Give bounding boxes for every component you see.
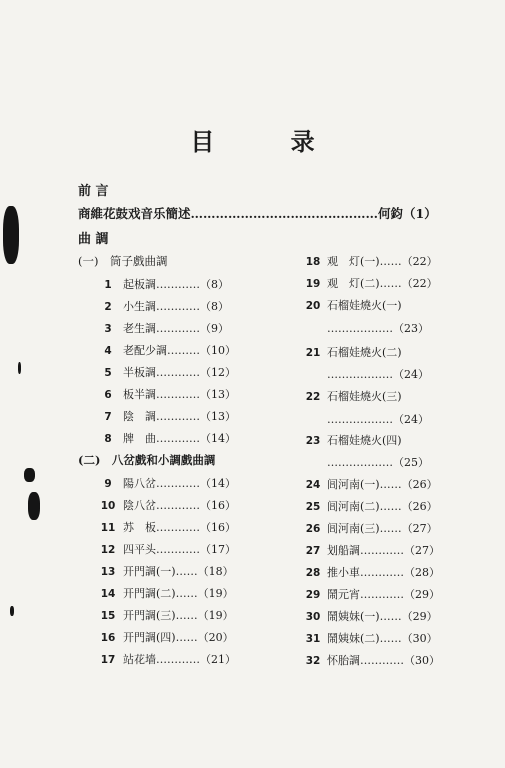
entry-text: 牌 曲…………（14）	[123, 432, 236, 445]
entry-number: 30	[305, 611, 321, 623]
group-heading-1: (一) 筒子戲曲調	[78, 254, 168, 268]
entry-number: 5	[104, 367, 112, 379]
toc-entry	[97, 298, 249, 314]
entry-number: 29	[305, 589, 321, 601]
entry-text: 闾河南(二)……（26）	[327, 500, 438, 513]
entry-number: 27	[305, 545, 321, 557]
entry-number: 9	[104, 478, 112, 490]
toc-entry	[97, 408, 249, 424]
entry-text: 石榴娃燒火(四)	[327, 434, 402, 447]
entry-number: 16	[100, 632, 116, 644]
toc-entry	[97, 629, 249, 645]
toc-entry	[303, 564, 453, 580]
entry-number: 17	[100, 654, 116, 666]
entry-text: ………………（23）	[327, 322, 429, 335]
entry-text: 划船調…………（27）	[327, 544, 440, 557]
entry-number: 31	[305, 633, 321, 645]
entry-number: 7	[104, 411, 112, 423]
toc-entry-continuation	[303, 366, 453, 382]
toc-entry	[97, 563, 249, 579]
entry-text: 鬧姨妹(一)……（29）	[327, 610, 438, 623]
toc-entry	[303, 275, 453, 291]
entry-text: 观 灯(一)……（22）	[327, 255, 438, 268]
toc-entry	[97, 342, 249, 358]
toc-entry	[303, 542, 453, 558]
entry-text: 开門調(一)……（18）	[123, 565, 234, 578]
toc-entry	[303, 432, 453, 448]
entry-text: 石榴娃燒火(二)	[327, 346, 402, 359]
toc-entry	[303, 630, 453, 646]
page-title: 目 录	[190, 127, 349, 156]
toc-entry	[303, 608, 453, 624]
section-heading-preface: 前 言	[78, 184, 109, 199]
entry-number: 10	[100, 500, 116, 512]
entry-text: 开門調(四)……（20）	[123, 631, 234, 644]
group-heading-2: (二) 八岔戲和小調戲曲調	[78, 453, 216, 467]
toc-entry	[303, 297, 453, 313]
entry-text: 怀胎調…………（30）	[327, 654, 440, 667]
toc-entry-continuation	[303, 411, 453, 427]
toc-entry-continuation	[303, 320, 453, 336]
scan-spot	[3, 206, 19, 264]
entry-text: 陽八岔…………（14）	[123, 477, 236, 490]
toc-entry	[97, 651, 249, 667]
toc-entry	[97, 276, 249, 292]
scan-spot	[28, 492, 40, 520]
toc-entry	[97, 585, 249, 601]
entry-text: 四平头…………（17）	[123, 543, 236, 556]
toc-entry-continuation	[303, 454, 453, 470]
entry-number: 6	[104, 389, 112, 401]
entry-text: ………………（24）	[327, 413, 429, 426]
entry-text: 观 灯(二)……（22）	[327, 277, 438, 290]
entry-text: 老配少調………（10）	[123, 344, 236, 357]
toc-entry	[303, 388, 453, 404]
entry-text: 起板調…………（8）	[123, 278, 229, 291]
entry-number: 19	[305, 278, 321, 290]
entry-number: 25	[305, 501, 321, 513]
entry-text: 老生調…………（9）	[123, 322, 229, 335]
entry-text: 推小車…………（28）	[327, 566, 440, 579]
toc-entry	[303, 652, 453, 668]
toc-entry	[303, 586, 453, 602]
entry-text: 鬧姨妹(二)……（30）	[327, 632, 438, 645]
entry-text: 小生調…………（8）	[123, 300, 229, 313]
scan-spot	[18, 362, 21, 374]
entry-text: 闾河南(三)……（27）	[327, 522, 438, 535]
toc-entry	[303, 476, 453, 492]
entry-number: 12	[100, 544, 116, 556]
entry-number: 18	[305, 256, 321, 268]
entry-number: 15	[100, 610, 116, 622]
toc-entry	[97, 519, 249, 535]
entry-number: 22	[305, 391, 321, 403]
entry-number: 3	[104, 323, 112, 335]
preface-entry: 商維花鼓戏音乐簡述………………………………………何鈞（1）	[78, 206, 437, 221]
toc-entry	[303, 253, 453, 269]
entry-number: 11	[100, 522, 116, 534]
toc-entry	[303, 520, 453, 536]
entry-number: 13	[100, 566, 116, 578]
entry-text: 开門調(三)……（19）	[123, 609, 234, 622]
entry-number: 23	[305, 435, 321, 447]
toc-entry	[97, 320, 249, 336]
entry-number: 2	[104, 301, 112, 313]
entry-text: 苏 板…………（16）	[123, 521, 236, 534]
entry-number: 1	[104, 279, 112, 291]
entry-text: 陰八岔…………（16）	[123, 499, 236, 512]
entry-text: 板半調…………（13）	[123, 388, 236, 401]
toc-entry	[303, 498, 453, 514]
entry-number: 14	[100, 588, 116, 600]
toc-entry	[97, 430, 249, 446]
entry-number: 4	[104, 345, 112, 357]
entry-text: 闾河南(一)……（26）	[327, 478, 438, 491]
entry-text: 开門調(二)……（19）	[123, 587, 234, 600]
entry-text: 陰 調…………（13）	[123, 410, 236, 423]
entry-number: 20	[305, 300, 321, 312]
entry-number: 8	[104, 433, 112, 445]
entry-text: 鬧元宵…………（29）	[327, 588, 440, 601]
entry-text: ………………（25）	[327, 456, 429, 469]
entry-text: 站花墙…………（21）	[123, 653, 236, 666]
entry-text: 半板調…………（12）	[123, 366, 236, 379]
entry-text: ………………（24）	[327, 368, 429, 381]
entry-text: 石榴娃燒火(三)	[327, 390, 402, 403]
toc-entry	[97, 541, 249, 557]
toc-entry	[97, 497, 249, 513]
entry-number: 24	[305, 479, 321, 491]
scan-spot	[24, 468, 35, 482]
scan-spot	[10, 606, 14, 616]
entry-number: 21	[305, 347, 321, 359]
toc-entry	[97, 475, 249, 491]
entry-text: 石榴娃燒火(一)	[327, 299, 402, 312]
entry-number: 32	[305, 655, 321, 667]
toc-entry	[97, 364, 249, 380]
toc-entry	[303, 344, 453, 360]
entry-number: 28	[305, 567, 321, 579]
section-heading-tunes: 曲 調	[78, 232, 109, 247]
toc-entry	[97, 386, 249, 402]
toc-entry	[97, 607, 249, 623]
entry-number: 26	[305, 523, 321, 535]
